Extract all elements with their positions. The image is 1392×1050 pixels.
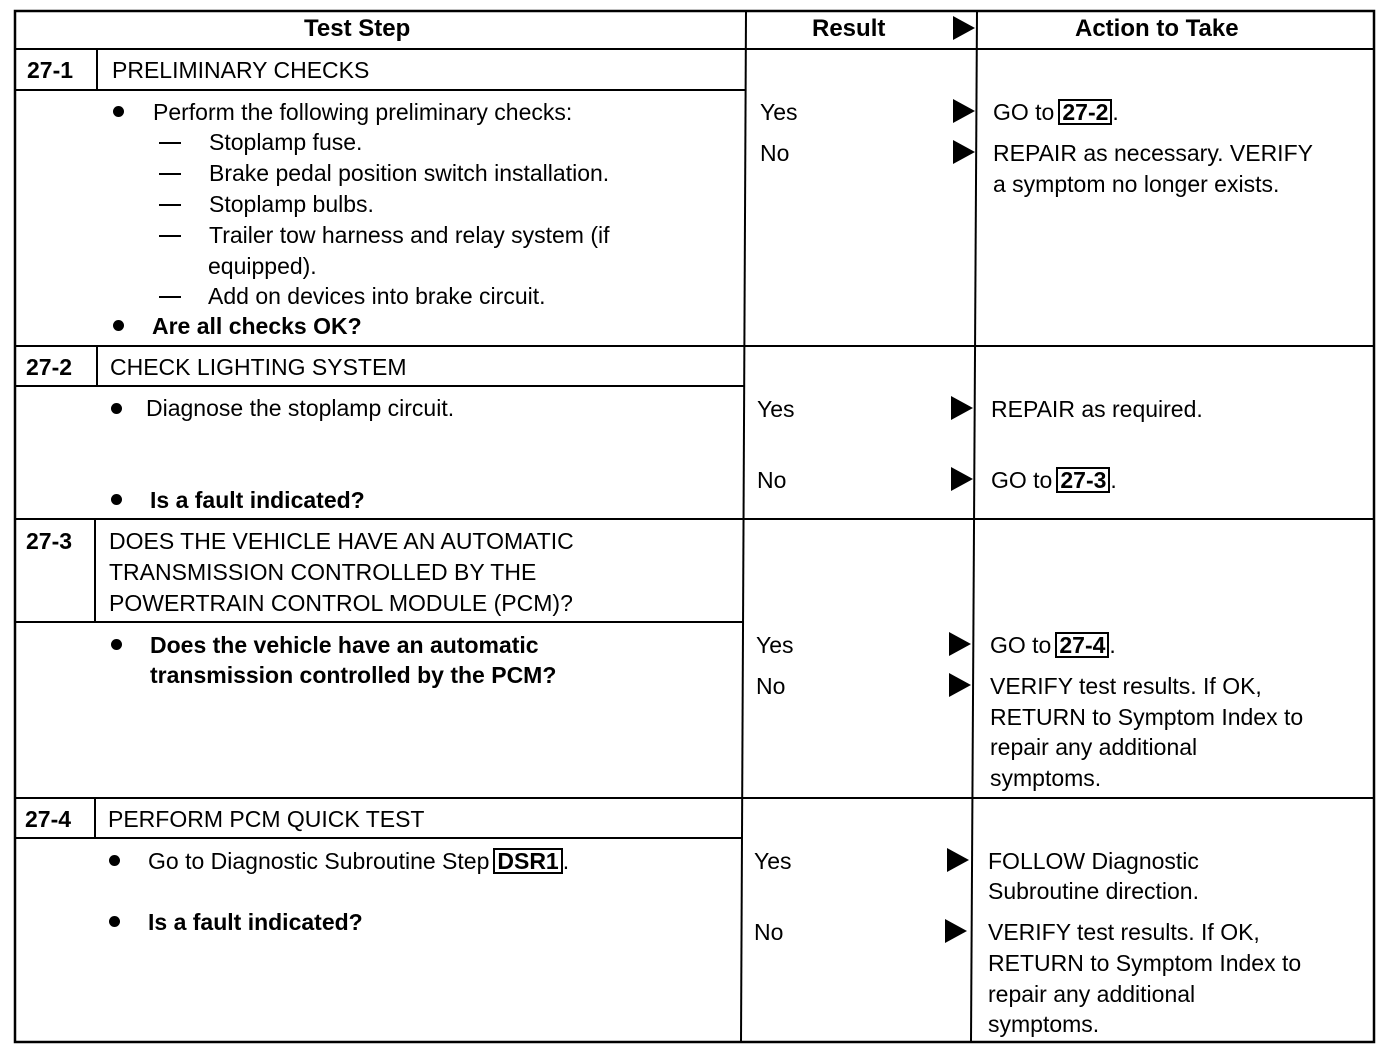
step-title-line: POWERTRAIN CONTROL MODULE (PCM)? <box>109 590 573 616</box>
header-result: Result <box>812 15 886 42</box>
action-no-line: symptoms. <box>988 1011 1100 1037</box>
step-id: 27-3 <box>26 528 73 554</box>
action-no-line: symptoms. <box>990 765 1102 791</box>
step-id: 27-4 <box>25 806 72 832</box>
bullet-icon <box>113 106 124 117</box>
header-test-step: Test Step <box>304 15 411 42</box>
result-yes: Yes <box>760 99 798 125</box>
action-no-line: RETURN to Symptom Index to <box>990 704 1304 730</box>
result-yes: Yes <box>754 848 792 874</box>
action-no-line: VERIFY test results. If OK, <box>990 673 1262 699</box>
step-question-line: transmission controlled by the PCM? <box>150 662 557 688</box>
bullet-icon <box>111 403 122 414</box>
step-instruction: Diagnose the stoplamp circuit. <box>146 395 455 421</box>
action-yes: GO to 27-2 . <box>993 99 1119 125</box>
action-yes-line: Subroutine direction. <box>988 878 1199 904</box>
result-no: No <box>756 673 786 699</box>
check-item: Add on devices into brake circuit. <box>208 283 546 309</box>
step-ref[interactable]: 27-2 <box>1058 99 1112 125</box>
dash-icon <box>159 204 181 206</box>
dash-icon <box>159 173 181 175</box>
check-item-continued: equipped). <box>208 253 317 279</box>
action-no-line: a symptom no longer exists. <box>993 171 1280 197</box>
header-action: Action to Take <box>1075 15 1239 42</box>
result-yes: Yes <box>756 632 794 658</box>
check-item: Brake pedal position switch installation. <box>209 160 610 186</box>
result-yes: Yes <box>757 396 795 422</box>
step-id: 27-1 <box>27 57 74 83</box>
subroutine-ref[interactable]: DSR1 <box>493 848 562 874</box>
bullet-icon <box>109 916 120 927</box>
step-question: Is a fault indicated? <box>148 909 363 935</box>
bullet-icon <box>111 494 122 505</box>
step-title: CHECK LIGHTING SYSTEM <box>110 354 407 380</box>
step-title-line: TRANSMISSION CONTROLLED BY THE <box>109 559 537 585</box>
step-question-line: Does the vehicle have an automatic <box>150 632 539 658</box>
check-item: Stoplamp fuse. <box>209 129 363 155</box>
result-no: No <box>757 467 787 493</box>
bullet-icon <box>111 639 122 650</box>
action-no: GO to 27-3 . <box>991 467 1117 493</box>
step-title: PERFORM PCM QUICK TEST <box>108 806 425 832</box>
bullet-icon <box>109 855 120 866</box>
dash-icon <box>159 296 181 298</box>
step-question: Are all checks OK? <box>152 313 362 339</box>
step-title: PRELIMINARY CHECKS <box>112 57 370 83</box>
step-instruction: Go to Diagnostic Subroutine Step DSR1 . <box>148 848 570 874</box>
action-no-line: repair any additional <box>990 734 1198 760</box>
action-no-line: VERIFY test results. If OK, <box>988 919 1260 945</box>
step-instruction: Perform the following preliminary checks: <box>153 99 573 125</box>
check-item: Stoplamp bulbs. <box>209 191 374 217</box>
dash-icon <box>159 142 181 144</box>
step-question: Is a fault indicated? <box>150 487 365 513</box>
action-no-line: RETURN to Symptom Index to <box>988 950 1302 976</box>
step-id: 27-2 <box>26 354 73 380</box>
action-yes: GO to 27-4 . <box>990 632 1116 658</box>
step-ref[interactable]: 27-3 <box>1056 467 1110 493</box>
result-no: No <box>754 919 784 945</box>
step-ref[interactable]: 27-4 <box>1055 632 1109 658</box>
action-no-line: REPAIR as necessary. VERIFY <box>993 140 1313 166</box>
action-yes-line: FOLLOW Diagnostic <box>988 848 1199 874</box>
result-no: No <box>760 140 790 166</box>
action-no-line: repair any additional <box>988 981 1196 1007</box>
dash-icon <box>159 235 181 237</box>
action-yes: REPAIR as required. <box>991 396 1203 422</box>
step-title-line: DOES THE VEHICLE HAVE AN AUTOMATIC <box>109 528 574 554</box>
check-item: Trailer tow harness and relay system (if <box>209 222 610 248</box>
bullet-icon <box>113 320 124 331</box>
